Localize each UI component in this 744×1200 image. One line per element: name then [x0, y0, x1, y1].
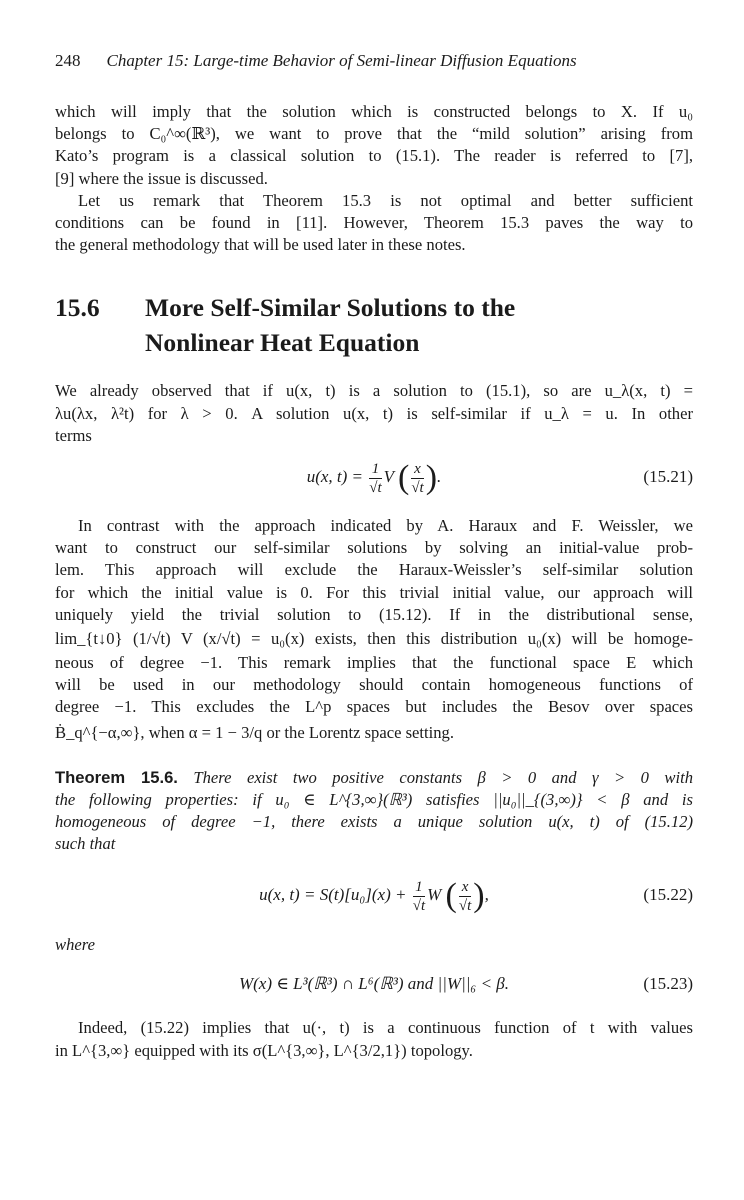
theorem-line: the following properties: if u₀ ∈ L^{3,∞}(ℝ³) satisfies ||u₀||_{(3,∞)} < β and is — [55, 789, 693, 809]
equation-number: (15.21) — [643, 467, 693, 487]
text-line: Let us remark that Theorem 15.3 is not optimal and better sufficient — [78, 190, 693, 210]
argument-fraction — [459, 878, 471, 915]
fraction-numerator: 1 — [369, 460, 381, 479]
fraction-denominator: √t — [412, 898, 426, 915]
fraction — [413, 878, 425, 915]
equation-tail: , — [484, 885, 489, 905]
equation-body — [55, 865, 693, 926]
right-paren: ) — [425, 459, 438, 497]
text-line: conditions can be found in [11]. However, Theorem 15.3 paves the way to — [55, 213, 693, 233]
paragraph-haraux-weissler — [55, 515, 693, 747]
theorem-text: There exist two positive constants β > 0 and γ > 0 with — [193, 767, 693, 787]
section-heading — [55, 290, 693, 360]
running-header — [55, 50, 693, 72]
intro-paragraph-1 — [55, 101, 693, 190]
section-title — [145, 290, 515, 360]
theorem-line: homogeneous of degree −1, there exists a unique solution u(x, t) of (15.12) — [55, 812, 693, 832]
text-line: uniquely yield the trivial solution to (15.12). If in the distributional sense, — [55, 604, 693, 624]
text-line: In contrast with the approach indicated by A. Haraux and F. Weissler, we — [78, 516, 693, 536]
right-paren: ) — [473, 877, 485, 915]
theorem-15-6 — [55, 767, 693, 856]
left-paren: ( — [445, 877, 457, 915]
left-paren: ( — [397, 459, 410, 497]
text-line: the general methodology that will be used later in these notes. — [55, 235, 466, 255]
text-line: Indeed, (15.22) implies that u(·, t) is a continuous function of t with values — [78, 1018, 693, 1038]
fraction — [369, 460, 381, 497]
equation-lhs: u(x, t) = — [306, 467, 363, 487]
text-line: λu(λx, λ²t) for λ > 0. A solution u(x, t) is self-similar if u_λ = u. In other — [55, 403, 693, 423]
intro-paragraph-2 — [55, 190, 693, 257]
text-line: for which the initial value is 0. For this trivial initial value, our approach will — [55, 582, 693, 602]
text-line: Ḃ_q^{−α,∞}, when α = 1 − 3/q or the Lorentz space setting. — [55, 722, 454, 742]
section-title-line: Nonlinear Heat Equation — [145, 328, 420, 358]
fraction-numerator: 1 — [413, 878, 425, 897]
text-line: neous of degree −1. This remark implies that the functional space E which — [55, 653, 693, 673]
argument-numerator: x — [411, 460, 423, 479]
text-line: terms — [55, 425, 92, 445]
text-line: [9] where the issue is discussed. — [55, 168, 268, 188]
equation-body — [55, 447, 693, 508]
theorem-label: Theorem 15.6. — [55, 767, 178, 787]
text-line: will be used in our methodology should contain homogeneous functions of — [55, 675, 693, 695]
running-title: Chapter 15: Large-time Behavior of Semi-linear Diffusion Equations — [106, 51, 577, 70]
paragraph-continuity — [55, 1017, 693, 1061]
argument-fraction — [411, 460, 423, 497]
equation-15-21 — [55, 447, 693, 507]
function-symbol: W — [427, 885, 442, 905]
theorem-line: such that — [55, 834, 116, 854]
equation-body: W(x) ∈ L³(ℝ³) ∩ L⁶(ℝ³) and ||W||₆ < β. — [238, 974, 510, 994]
equation-tail: . — [437, 467, 442, 487]
theorem-line — [55, 767, 693, 789]
equation-15-22 — [55, 865, 693, 925]
argument-numerator: x — [459, 878, 471, 897]
text-line: belongs to C₀^∞(ℝ³), we want to prove that the “mild solution” arising from — [55, 124, 693, 144]
section-title-line: More Self-Similar Solutions to the — [145, 293, 516, 323]
equation-number: (15.22) — [643, 885, 693, 905]
paragraph-self-similar — [55, 380, 693, 447]
text-line: Kato’s program is a classical solution to (15.1). The reader is referred to [7], — [55, 146, 693, 166]
argument-denominator: √t — [458, 898, 472, 915]
equation-number: (15.23) — [643, 974, 693, 994]
equation-lhs: u(x, t) = S(t)[u₀](x) + — [259, 885, 407, 905]
page-content — [55, 50, 693, 1062]
text-line: which will imply that the solution which is constructed belongs to X. If u₀ — [55, 102, 693, 121]
fraction-denominator: √t — [369, 479, 382, 496]
text-line: lim_{t↓0} (1/√t) V (x/√t) = u₀(x) exists, then this distribution u₀(x) will be homoge- — [55, 629, 693, 649]
text-line: We already observed that if u(x, t) is a solution to (15.1), so are u_λ(x, t) = — [55, 381, 693, 401]
function-symbol: V — [383, 467, 394, 487]
text-line: degree −1. This excludes the L^p spaces but includes the Besov over spaces — [55, 697, 693, 717]
section-number: 15.6 — [55, 293, 100, 323]
text-line: want to construct our self-similar solutions by solving an initial-value prob- — [55, 538, 693, 558]
where-text: where — [55, 935, 95, 955]
text-line: lem. This approach will exclude the Haraux-Weissler’s self-similar solution — [55, 560, 693, 580]
page-number: 248 — [55, 51, 81, 70]
equation-15-23 — [55, 961, 693, 1007]
where-label — [55, 935, 693, 955]
argument-denominator: √t — [411, 479, 424, 496]
text-line: in L^{3,∞} equipped with its σ(L^{3,∞}, L^{3/2,1}) topology. — [55, 1040, 473, 1060]
